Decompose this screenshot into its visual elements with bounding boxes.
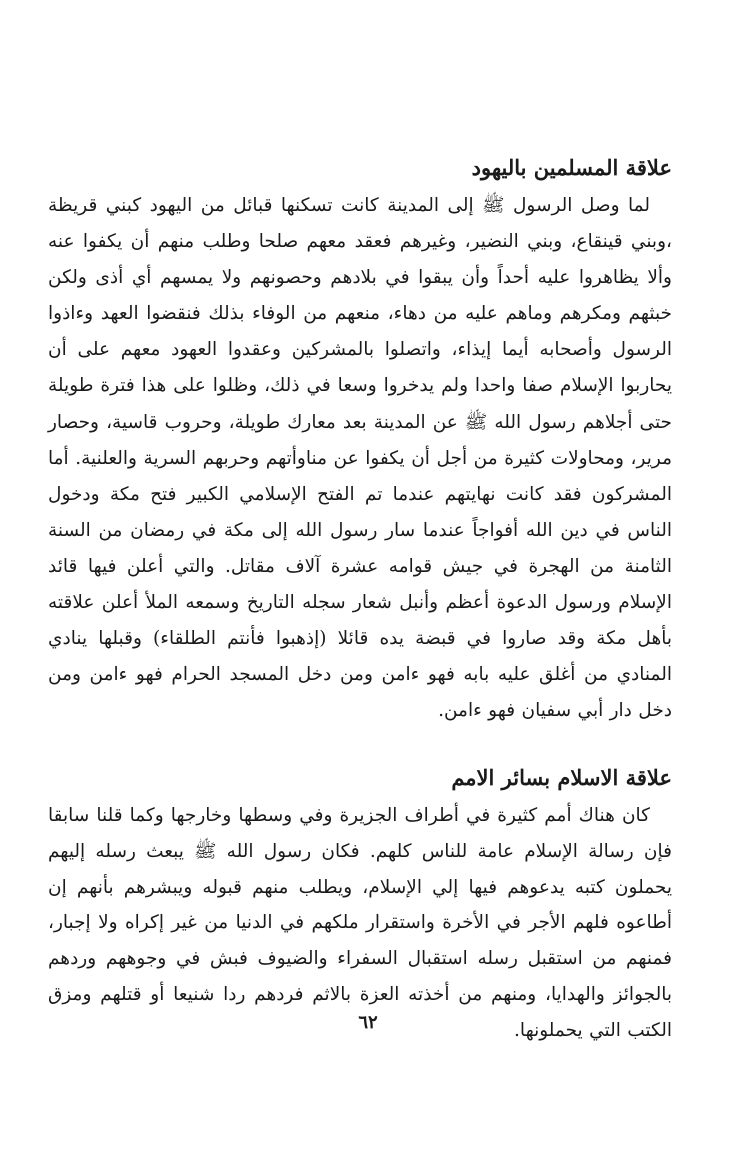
book-page [48,0,672,1169]
section-heading: علاقة الاسلام بسائر الامم [451,765,672,790]
section-heading: علاقة المسلمين باليهود [471,155,672,180]
section-paragraph: لما وصل الرسول ﷺ إلى المدينة كانت تسكنها قبائل من اليهود كبني قريظة ،وبني قينقاع، وبني النضير، وغيرهم فعقد معهم صلحا وطلب منهم أن يكفوا عنه وألا يظاهروا عليه أحداً وأن يبقوا في بلادهم وحصونهم ولا يمسهم أي أذى ولكن خبثهم ومكرهم وماهم عليه من دهاء، منعهم من الوفاء بذلك فنقضوا العهد وءاذوا الرسول وأصحابه أيما إيذاء، واتصلوا بالمشركين وعقدوا العهود معهم على أن يحاربوا الإسلام صفا واحدا ولم يدخروا وسعا في ذلك، وظلوا على هذا فترة طويلة حتى أجلاهم رسول الله ﷺ عن المدينة بعد معارك طويلة، وحروب قاسية، وحصار مرير، ومحاولات كثيرة من أجل أن يكفوا عن مناوأتهم وحربهم السرية والعلنية. أما المشركون فقد كانت نهايتهم عندما تم الفتح الإسلامي الكبير فتح مكة ودخول الناس في دين الله أفواجاً عندما سار رسول الله إلى مكة في رمضان من السنة الثامنة من الهجرة في جيش قوامه عشرة آلاف مقاتل. والتي أعلن فيها قائد الإسلام ورسول الدعوة أعظم وأنبل شعار سجله التاريخ وسمعه الملأ أعلن علاقته بأهل مكة وقد صاروا في قبضة يده قائلا (إذهبوا فأنتم الطلقاء) وقبلها ينادي المنادي من أغلق عليه بابه فهو ءامن ومن دخل المسجد الحرام فهو ءامن ومن دخل دار أبي سفيان فهو ءامن. [48,195,672,722]
section-muslims-jews [48,148,672,729]
page-number: ٦٢ [358,1012,378,1033]
section-islam-nations [48,758,672,1049]
section-paragraph: كان هناك أمم كثيرة في أطراف الجزيرة وفي وسطها وخارجها وكما قلنا سابقا فإن رسالة الإسلام عامة للناس كلهم. فكان رسول الله ﷺ يبعث رسله إليهم يحملون كتبه يدعوهم فيها إلي الإسلام، ويطلب منهم قبوله ويبشرهم بأنهم إن أطاعوه فلهم الأجر في الأخرة واستقرار ملكهم في الدنيا من غير إكراه ولا إجبار، فمنهم من استقبل رسله استقبال السفراء والضيوف فبش في وجوههم وردهم بالجوائز والهدايا، ومنهم من أخذته العزة بالاثم فردهم ردا شنيعا أو قتلهم ومزق الكتب التي يحملونها. [48,805,672,1041]
